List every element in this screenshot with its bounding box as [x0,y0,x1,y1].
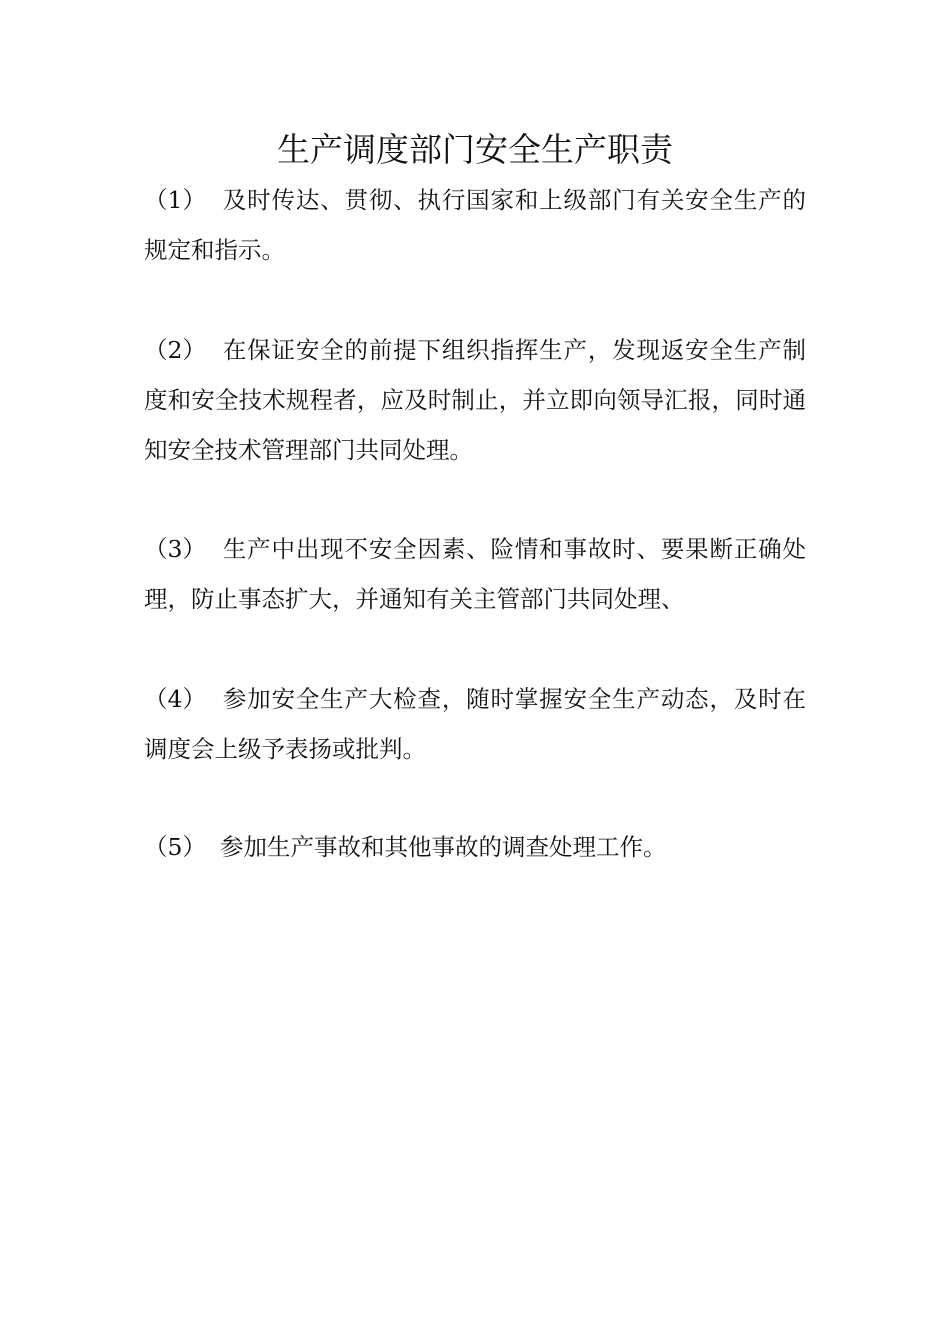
clause-number: （4） [144,685,206,713]
clause-1 [144,175,806,275]
clause-text: 参加安全生产大检查，随时掌握安全生产动态，及时在调度会上级予表扬或批判。 [144,685,806,763]
clause-number: （3） [144,535,206,563]
clause-number: （1） [144,186,206,214]
clause-5 [144,822,806,872]
document-title: 生产调度部门安全生产职责 [277,130,673,169]
clause-2 [144,325,806,475]
clause-3 [144,524,806,624]
clause-text: 生产中出现不安全因素、险情和事故时、要果断正确处理，防止事态扩大，并通知有关主管部门共同处理、 [144,535,806,613]
clause-4 [144,674,806,774]
clause-number: （2） [144,336,206,364]
clause-text: 参加生产事故和其他事故的调查处理工作。 [220,833,667,861]
clause-text: 在保证安全的前提下组织指挥生产，发现返安全生产制度和安全技术规程者，应及时制止，并立即向领导汇报，同时通知安全技术管理部门共同处理。 [144,336,806,464]
clause-text: 及时传达、贯彻、执行国家和上级部门有关安全生产的规定和指示。 [144,186,806,264]
clause-number: （5） [144,833,206,861]
